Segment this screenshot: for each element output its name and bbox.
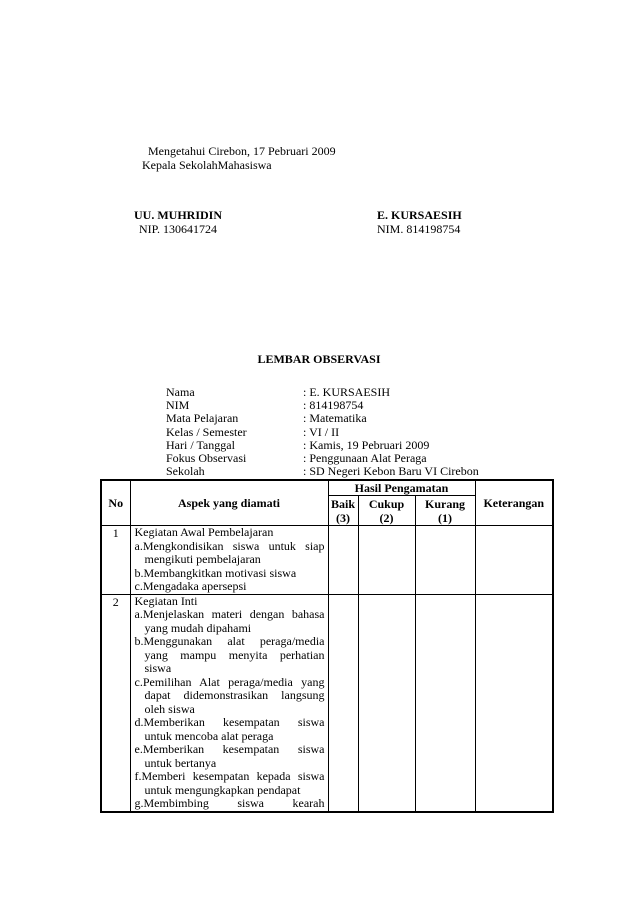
- signature-line-1: Mengetahui Cirebon, 17 Pebruari 2009: [148, 144, 336, 158]
- aspek-item: b.Menggunakan alat peraga/media: [134, 634, 325, 648]
- aspek-item: e.Memberikan kesempatan siswa: [134, 742, 325, 756]
- aspek-item: a.Menjelaskan materi dengan bahasa: [134, 607, 325, 621]
- header-no: No: [101, 480, 130, 526]
- aspek-item: b.Membangkitkan motivasi siswa: [134, 565, 297, 580]
- header-kurang-label: Kurang: [425, 496, 466, 511]
- score-cell-kurang[interactable]: [415, 594, 475, 812]
- info-label: Nama: [166, 385, 195, 399]
- score-cell-baik[interactable]: [328, 526, 358, 595]
- info-value: : VI / II: [303, 424, 340, 439]
- student-name: E. KURSAESIH: [377, 208, 462, 222]
- aspek-item-continued: yang mampu menyita perhatian: [144, 647, 325, 662]
- aspek-item-continued: untuk mengungkapkan pendapat: [144, 782, 301, 797]
- info-label: NIM: [166, 398, 190, 413]
- header-baik: [328, 496, 358, 526]
- info-value: : Matematika: [303, 411, 367, 426]
- aspek-item: a.Mengkondisikan siswa untuk siap: [134, 538, 325, 553]
- header-baik-score: (3): [336, 510, 350, 525]
- aspek-item-continued: untuk bertanya: [144, 755, 217, 770]
- aspek-cell: [130, 526, 328, 595]
- score-cell-kurang[interactable]: [415, 526, 475, 595]
- header-hasil-pengamatan: Hasil Pengamatan: [328, 480, 475, 496]
- aspek-item: c.Pemilihan Alat peraga/media yang: [134, 674, 325, 689]
- info-label: Hari / Tanggal: [166, 437, 235, 452]
- aspek-heading: Kegiatan Awal Pembelajaran: [134, 525, 274, 539]
- aspek-item-continued: siswa: [144, 661, 172, 675]
- info-label: Sekolah: [166, 464, 205, 479]
- header-kurang: [415, 496, 475, 526]
- row-number: 1: [101, 526, 130, 595]
- aspek-item-continued: yang mudah dipahami: [144, 620, 252, 635]
- aspek-item-continued: mengikuti pembelajaran: [144, 552, 261, 566]
- score-cell-baik[interactable]: [328, 594, 358, 812]
- table-row: [101, 526, 553, 595]
- info-label: Mata Pelajaran: [166, 411, 239, 426]
- table-row: [101, 594, 553, 812]
- aspek-item-continued: oleh siswa: [144, 701, 195, 716]
- observation-table: [100, 479, 554, 813]
- info-value: : 814198754: [303, 398, 364, 413]
- header-baik-label: Baik: [330, 496, 355, 511]
- aspek-heading: Kegiatan Inti: [134, 593, 198, 608]
- aspek-item-continued: untuk mencoba alat peraga: [144, 728, 274, 743]
- header-cukup-label: Cukup: [368, 496, 405, 511]
- header-keterangan: Keterangan: [475, 480, 553, 526]
- aspek-item: g.Membimbing siswa kearah: [134, 796, 325, 810]
- keterangan-cell[interactable]: [475, 526, 553, 595]
- score-cell-cukup[interactable]: [358, 594, 415, 812]
- info-value: : E. KURSAESIH: [303, 385, 391, 399]
- info-value: : Kamis, 19 Pebruari 2009: [303, 437, 430, 452]
- signature-line-2: Kepala SekolahMahasiswa: [142, 158, 272, 172]
- info-value: : Penggunaan Alat Peraga: [303, 450, 427, 465]
- row-number: 2: [101, 594, 130, 812]
- page-title: LEMBAR OBSERVASI: [257, 352, 381, 366]
- info-label: Fokus Observasi: [166, 450, 247, 465]
- header-cukup: [358, 496, 415, 526]
- student-nim: NIM. 814198754: [377, 222, 461, 236]
- header-kurang-score: (1): [438, 510, 453, 525]
- aspek-item-continued: dapat didemonstrasikan langsung: [144, 688, 325, 702]
- principal-nip: NIP. 130641724: [139, 222, 218, 236]
- aspek-cell: [130, 594, 328, 812]
- header-aspek: Aspek yang diamati: [130, 480, 328, 526]
- principal-name: UU. MUHRIDIN: [134, 208, 222, 222]
- aspek-item: f.Memberi kesempatan kepada siswa: [134, 769, 325, 783]
- info-label: Kelas / Semester: [166, 424, 247, 439]
- score-cell-cukup[interactable]: [358, 526, 415, 595]
- aspek-item: d.Memberikan kesempatan siswa: [134, 715, 325, 729]
- aspek-item: c.Mengadaka apersepsi: [134, 579, 247, 593]
- info-value: : SD Negeri Kebon Baru VI Cirebon: [303, 464, 479, 479]
- keterangan-cell[interactable]: [475, 594, 553, 812]
- header-cukup-score: (2): [379, 510, 394, 525]
